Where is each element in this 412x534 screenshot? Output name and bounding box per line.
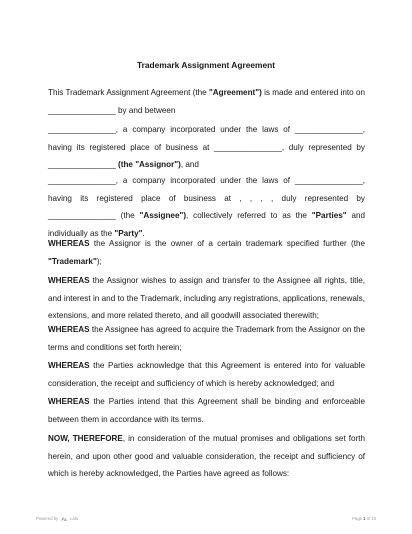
- text-line: between them in accordance with its terms.: [48, 414, 204, 424]
- text-line: _______________ by and between: [48, 105, 176, 115]
- page-total: 10: [371, 516, 376, 521]
- assignor-paragraph: [48, 121, 365, 174]
- assignee-paragraph: [48, 172, 365, 242]
- text-line: WHEREAS the Assignor wishes to assign and transfer to the Assignee all rights, title,: [48, 276, 365, 285]
- text-line: WHEREAS the Assignor is the owner of a certain trademark specified further (the: [48, 239, 365, 248]
- now-therefore-keyword: NOW, THEREFORE: [48, 434, 123, 443]
- text-line: WHEREAS the Parties intend that this Agreement shall be binding and enforceable: [48, 397, 365, 406]
- text-line: terms and conditions set forth herein;: [48, 342, 182, 352]
- defined-term: "Trademark": [48, 256, 97, 266]
- lalo-logo-icon: [61, 517, 67, 521]
- text-line: having its registered place of business at _______________, duly represented by: [48, 142, 365, 152]
- text-line: _______________, a company incorporated under the laws of _______________,: [48, 176, 365, 185]
- whereas-keyword: WHEREAS: [48, 397, 90, 406]
- now-therefore-paragraph: [48, 430, 365, 483]
- whereas-keyword: WHEREAS: [48, 361, 90, 370]
- page-current: 1: [363, 516, 366, 521]
- page-number: Page 1 of 10: [352, 516, 376, 521]
- defined-term: "Parties": [311, 211, 347, 220]
- document-title: Trademark Assignment Agreement: [136, 60, 276, 70]
- text-line: _______________ (the "Assignee"), collectively referred to as the "Parties" and: [48, 211, 365, 220]
- brand-name: Lalo: [70, 516, 79, 521]
- text-line: "Trademark");: [48, 256, 102, 266]
- text-line: NOW, THEREFORE, in consideration of the mutual promises and obligations set forth: [48, 434, 365, 443]
- text-line: which is hereby acknowledged, the Parties have agreed as follows:: [48, 469, 290, 478]
- whereas-paragraph-4: [48, 357, 365, 392]
- intro-paragraph: [48, 84, 365, 119]
- defined-term: (the "Assignor"): [118, 160, 181, 169]
- powered-by: [36, 516, 78, 521]
- whereas-paragraph-5: [48, 393, 365, 428]
- whereas-keyword: WHEREAS: [48, 276, 90, 285]
- defined-term: "Assignee"): [139, 211, 187, 220]
- text-line: WHEREAS the Parties acknowledge that this Agreement is entered into for valuable: [48, 361, 365, 370]
- whereas-keyword: WHEREAS: [48, 325, 90, 334]
- text-line: _______________, a company incorporated under the laws of _______________,: [48, 125, 365, 134]
- text-line: and interest in and to the Trademark, including any registrations, applications, renewals,: [48, 293, 365, 303]
- whereas-paragraph-1: [48, 235, 365, 270]
- powered-by-label: Powered by: [36, 516, 59, 521]
- text-line: having its registered place of business at , , , , duly represented by: [48, 193, 365, 203]
- whereas-paragraph-2: [48, 272, 365, 325]
- text-line: herein, and upon other good and valuable consideration, the receipt and sufficiency of: [48, 451, 365, 461]
- text-line: extensions, and more related thereto, and all goodwill associated therewith;: [48, 311, 319, 320]
- whereas-keyword: WHEREAS: [48, 239, 90, 248]
- text-line: _______________ (the "Assignor"), and: [48, 160, 199, 169]
- defined-term: "Agreement"): [208, 88, 262, 97]
- text-line: individually as the "Party".: [48, 228, 145, 238]
- text-line: WHEREAS the Assignee has agreed to acquire the Trademark from the Assignor on the: [48, 325, 365, 334]
- text-line: consideration, the receipt and sufficiency of which is hereby acknowledged; and: [48, 378, 335, 388]
- text-line: This Trademark Assignment Agreement (the "Agreement") is made and entered into on: [48, 88, 365, 97]
- whereas-paragraph-3: [48, 321, 365, 356]
- defined-term: "Party": [114, 228, 143, 238]
